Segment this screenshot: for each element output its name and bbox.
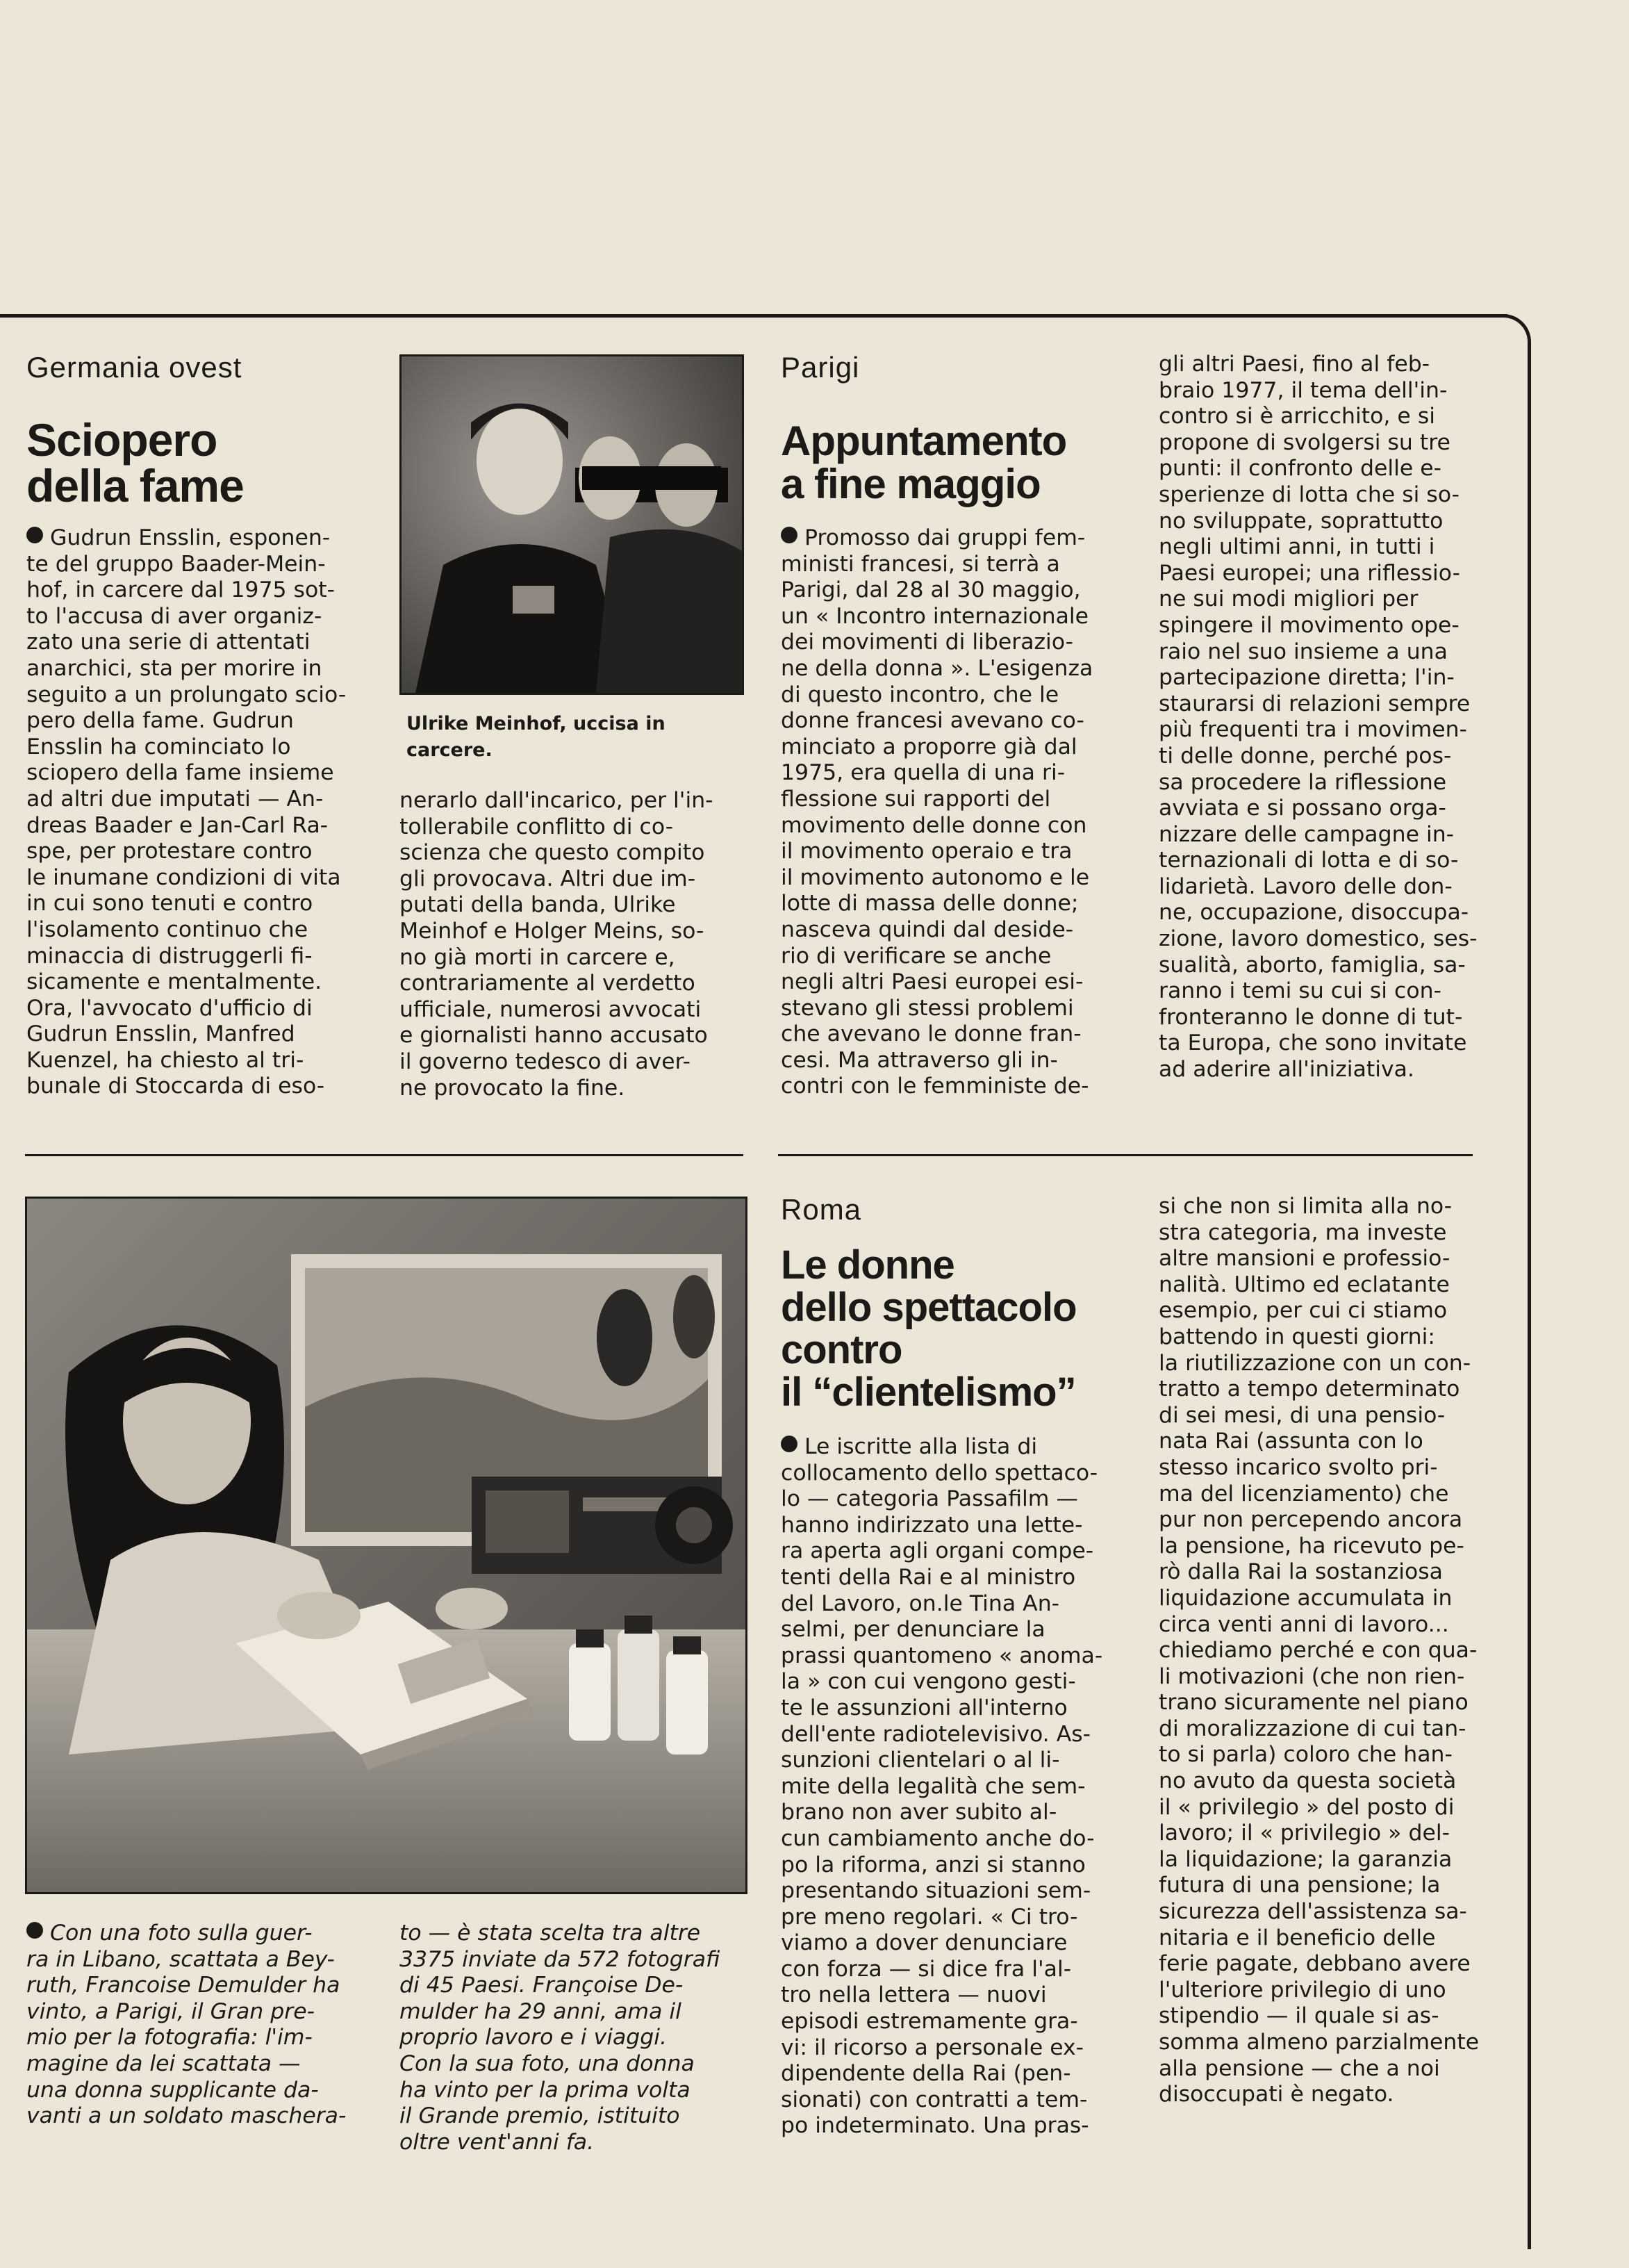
photo-caption: Ulrike Meinhof, uccisa in carcere. (406, 713, 665, 761)
article-headline (26, 414, 388, 511)
headline-line: contro (781, 1327, 902, 1372)
headline-line: Appuntamento (781, 418, 1067, 464)
photo-image (27, 1199, 745, 1892)
headline-line: della fame (26, 460, 244, 511)
photo-story-col1 (26, 1921, 370, 2130)
headline-line: dello spettacolo (781, 1285, 1077, 1330)
headline-line: Le donne (781, 1242, 954, 1288)
headline-line: Sciopero (26, 414, 217, 466)
bullet-icon (26, 1922, 43, 1939)
article-headline (781, 420, 1156, 506)
article-location: Roma (781, 1193, 862, 1226)
article-body-col1 (781, 525, 1123, 1100)
divider-left (25, 1154, 743, 1156)
article-headline (781, 1244, 1170, 1413)
body-text: Con una foto sulla guer- ra in Libano, scattata a Bey- ruth, Francoise Demulder ha vinto, a Parigi, il Gran pre- mio per la fotografia: l'im- magine da lei scattata — una donna supplicante da- vanti a un soldato maschera- (26, 1921, 347, 2129)
bullet-icon (781, 1436, 797, 1452)
article-body-col2: gli altri Paesi, fino al feb- braio 1977, il tema dell'in- contro si è arricchito, e si propone di svolgersi su tre punti: il confronto delle e- sperienze di lotta che si so- no sviluppate, soprattutto negli ultimi anni, in tutti i Paesi europei; una riflessio- ne sui modi migliori per spingere il movimento ope- raio nel suo insieme a una partecipazione diretta; l'in- staurarsi di relazioni sempre più frequenti tra i movimen- ti delle donne, perché pos- sa procedere la riflessione avviata e si possano orga- nizzare delle campagne in- ternazionali di lotta e di so- lidarietà. Lavoro delle don- ne, occupazione, disoccupa- zione, lavoro domestico, ses- sualità, aborto, famiglia, sa- ranno i temi su cui si con- fronteranno le donne di tut- ta Europa, che sono invitate ad aderire all'iniziativa. (1159, 352, 1478, 1083)
article-location: Parigi (781, 351, 860, 384)
article-location: Germania ovest (26, 351, 242, 384)
photo-woman-reading (25, 1197, 747, 1894)
article-body-col1 (781, 1434, 1123, 2139)
photo-ulrike-meinhof (399, 354, 744, 695)
article-body-col2: si che non si limita alla no- stra categoria, ma investe altre mansioni e professio- nalità. Ultimo ed eclatante esempio, per cui ci stiamo battendo in questi giorni: la riutilizzazione con un con- tratto a tempo determinato di sei mesi, di una pensio- nata Rai (assunta con lo stesso incarico svolto pri- ma del licenziamento) che pur non percependo ancora la pensione, ha ricevuto pe- rò dalla Rai la sostanziosa liquidazione accumulata in circa venti anni di lavoro... chiediamo perché e con qua- li motivazioni (che non rien- trano sicuramente nel piano di moralizzazione di cui tan- to si parla) coloro che han- no avuto da questa società il « privilegio » del posto di lavoro; il « privilegio » del- la liquidazione; la garanzia futura di una pensione; la sicurezza dell'assistenza sa- nitaria e il beneficio delle ferie pagate, debbano avere l'ulteriore privilegio di uno stipendio — il quale si as- somma almeno parzialmente alla pensione — che a noi disoccupati è negato. (1159, 1194, 1480, 2107)
photo-image (402, 356, 742, 693)
body-text: Le iscritte alla lista di collocamento dello spettaco- lo — categoria Passafilm — hanno indirizzato una lette- ra aperta agli organi compe- tenti della Rai e al ministro del Lavoro, on.le Tina An- selmi, per denunciare la prassi quantomeno « anoma- la » con cui vengono gesti- te le assunzioni all'interno dell'ente radiotelevisivo. As- sunzioni clientelari o al li- mite della legalità che sem- brano non aver subito al- cun cambiamento anche do- po la riforma, anzi si stanno presentando situazioni sem- pre meno regolari. « Ci tro- viamo a dover denunciare con forza — si dice fra l'al- tro nella lettera — nuovi episodi estremamente gra- vi: il ricorso a personale ex- dipendente della Rai (pen- sionati) con contratti a tem- po indeterminato. Una pras- (781, 1434, 1103, 2139)
right-frame-rule (1497, 314, 1531, 2249)
top-rule (0, 314, 1507, 318)
article-body-col2: nerarlo dall'incarico, per l'in- tollerabile conflitto di co- scienza che questo compito gli provocava. Altri due im- putati della banda, Ulrike Meinhof e Holger Meins, so- no già morti in carcere e, contrariamente al verdetto ufficiale, numerosi avvocati e giornalisti hanno accusato il governo tedesco di aver- ne provocato la fine. (399, 788, 713, 1101)
photo-story-col2: to — è stata scelta tra altre 3375 inviate da 572 fotografi di 45 Paesi. Françoise De- mulder ha 29 anni, ama il proprio lavoro e i viaggi. Con la sua foto, una donna ha vinto per la prima volta il Grande premio, istituito oltre vent'anni fa. (399, 1921, 720, 2155)
article-body-col1 (26, 525, 368, 1100)
bullet-icon (26, 527, 43, 543)
headline-line: a fine maggio (781, 461, 1041, 507)
body-text: Gudrun Ensslin, esponen- te del gruppo Baader-Mein- hof, in carcere dal 1975 sot- to l'accusa di aver organiz- zato una serie di attentati anarchici, sta per morire in seguito a un prolungato scio- pero della fame. Gudrun Ensslin ha cominciato lo sciopero della fame insieme ad altri due imputati — An- dreas Baader e Jan-Carl Ra- spe, per protestare contro le inumane condizioni di vita in cui sono tenuti e contro l'isolamento continuo che minaccia di distruggerli fi- sicamente e mentalmente. Ora, l'avvocato d'ufficio di Gudrun Ensslin, Manfred Kuenzel, ha chiesto al tri- bunale di Stoccarda di eso- (26, 525, 347, 1099)
divider-right (778, 1154, 1473, 1156)
bullet-icon (781, 527, 797, 543)
body-text: Promosso dai gruppi fem- ministi francesi, si terrà a Parigi, dal 28 al 30 maggio, un « Incontro internazionale dei movimenti di liberazio- ne della donna ». L'esigenza di questo incontro, che le donne francesi avevano co- minciato a proporre già dal 1975, era quella di una ri- flessione sui rapporti del movimento delle donne con il movimento operaio e tra il movimento autonomo e le lotte di massa delle donne; nasceva quindi dal deside- rio di verificare se anche negli altri Paesi europei esi- stevano gli stessi problemi che avevano le donne fran- cesi. Ma attraverso gli in- contri con le femministe de- (781, 525, 1093, 1099)
headline-line: il “clientelismo” (781, 1370, 1076, 1415)
